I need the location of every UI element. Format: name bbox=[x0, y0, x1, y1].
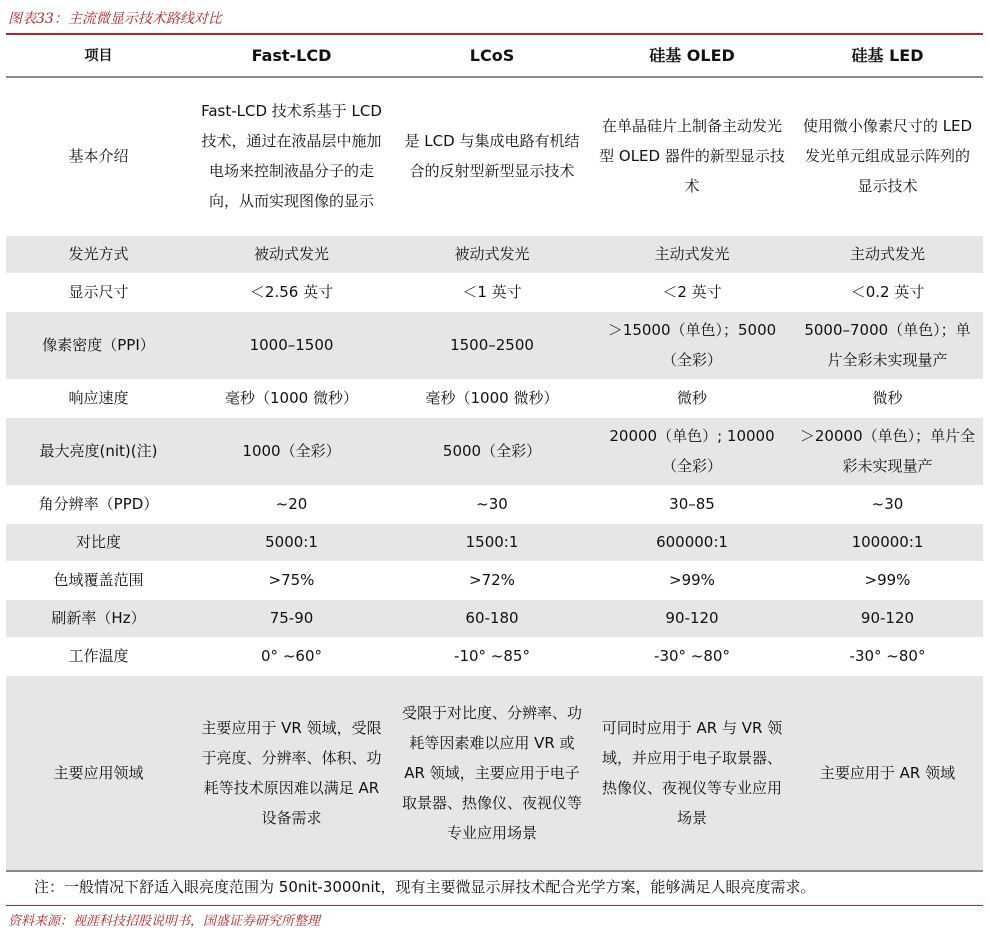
table-row bbox=[6, 417, 983, 485]
bottom-divider bbox=[6, 905, 983, 906]
table-cell: 1000–1500 bbox=[191, 311, 392, 379]
row-label: 最大亮度(nit)(注) bbox=[6, 417, 191, 485]
table-row bbox=[6, 77, 983, 235]
table-row bbox=[6, 273, 983, 311]
row-label: 基本介绍 bbox=[6, 77, 191, 235]
table-cell: 1500–2500 bbox=[392, 311, 592, 379]
top-divider bbox=[6, 33, 983, 35]
row-label: 主要应用领域 bbox=[6, 675, 191, 871]
table-cell: 微秒 bbox=[792, 379, 983, 417]
table-cell: 受限于对比度、分辨率、功耗等因素难以应用 VR 或 AR 领域，主要应用于电子取景器、热像仪、夜视仪等专业应用场景 bbox=[392, 675, 592, 871]
table-cell: ＜2 英寸 bbox=[592, 273, 792, 311]
table-cell: 被动式发光 bbox=[392, 235, 592, 273]
table-cell: 在单晶硅片上制备主动发光型 OLED 器件的新型显示技术 bbox=[592, 77, 792, 235]
table-cell: -30° ~80° bbox=[592, 637, 792, 675]
table-cell: 主动式发光 bbox=[592, 235, 792, 273]
table-note: 注：一般情况下舒适入眼亮度范围为 50nit-3000nit，现有主要微显示屏技术配合光学方案，能够满足人眼亮度需求。 bbox=[34, 878, 816, 896]
table-cell: 主要应用于 VR 领域，受限于亮度、分辨率、体积、功耗等技术原因难以满足 AR 设备需求 bbox=[191, 675, 392, 871]
table-row bbox=[6, 379, 983, 417]
table-cell: 毫秒（1000 微秒） bbox=[392, 379, 592, 417]
table-cell: ＜0.2 英寸 bbox=[792, 273, 983, 311]
table-cell: ~20 bbox=[191, 485, 392, 523]
header-item: 项目 bbox=[6, 36, 191, 77]
row-label: 响应速度 bbox=[6, 379, 191, 417]
table-cell: >99% bbox=[792, 561, 983, 599]
table-cell: 100000:1 bbox=[792, 523, 983, 561]
table-cell: >99% bbox=[592, 561, 792, 599]
row-label: 刷新率（Hz） bbox=[6, 599, 191, 637]
row-label: 发光方式 bbox=[6, 235, 191, 273]
table-cell: 1500:1 bbox=[392, 523, 592, 561]
table-cell: 主要应用于 AR 领域 bbox=[792, 675, 983, 871]
table-cell: 5000（全彩） bbox=[392, 417, 592, 485]
table-cell: 90-120 bbox=[592, 599, 792, 637]
header-fast-lcd: Fast-LCD bbox=[191, 36, 392, 77]
header-si-led: 硅基 LED bbox=[792, 36, 983, 77]
table-cell: 使用微小像素尺寸的 LED 发光单元组成显示阵列的显示技术 bbox=[792, 77, 983, 235]
table-cell: 30–85 bbox=[592, 485, 792, 523]
table-header-row bbox=[6, 36, 983, 77]
source-line: 资料来源：视涯科技招股说明书，国盛证券研究所整理 bbox=[8, 914, 321, 929]
table-cell: -10° ~85° bbox=[392, 637, 592, 675]
row-label: 显示尺寸 bbox=[6, 273, 191, 311]
table-cell: ~30 bbox=[392, 485, 592, 523]
table-cell: 20000（单色）; 10000（全彩） bbox=[592, 417, 792, 485]
table-cell: 60-180 bbox=[392, 599, 592, 637]
table-row bbox=[6, 311, 983, 379]
row-label: 对比度 bbox=[6, 523, 191, 561]
figure-title: 图表33：主流微显示技术路线对比 bbox=[8, 11, 222, 27]
table-row bbox=[6, 561, 983, 599]
header-si-oled: 硅基 OLED bbox=[592, 36, 792, 77]
row-label: 色域覆盖范围 bbox=[6, 561, 191, 599]
table-cell: 5000:1 bbox=[191, 523, 392, 561]
table-cell: ＜1 英寸 bbox=[392, 273, 592, 311]
table-cell: 是 LCD 与集成电路有机结合的反射型新型显示技术 bbox=[392, 77, 592, 235]
table-cell: 5000–7000（单色）；单片全彩未实现量产 bbox=[792, 311, 983, 379]
table-cell: 毫秒（1000 微秒） bbox=[191, 379, 392, 417]
table-cell: >75% bbox=[191, 561, 392, 599]
table-cell: 600000:1 bbox=[592, 523, 792, 561]
table-row bbox=[6, 599, 983, 637]
table-cell: 0° ~60° bbox=[191, 637, 392, 675]
table-cell: >72% bbox=[392, 561, 592, 599]
table-cell: ＞15000（单色）；5000（全彩） bbox=[592, 311, 792, 379]
row-label: 工作温度 bbox=[6, 637, 191, 675]
table-cell: -30° ~80° bbox=[792, 637, 983, 675]
table-cell: 75-90 bbox=[191, 599, 392, 637]
table-row bbox=[6, 485, 983, 523]
table-row bbox=[6, 523, 983, 561]
table-cell: 主动式发光 bbox=[792, 235, 983, 273]
table-cell: 可同时应用于 AR 与 VR 领域，并应用于电子取景器、热像仪、夜视仪等专业应用场景 bbox=[592, 675, 792, 871]
table-cell: Fast-LCD 技术系基于 LCD 技术，通过在液晶层中施加电场来控制液晶分子的走向，从而实现图像的显示 bbox=[191, 77, 392, 235]
comparison-table bbox=[6, 36, 983, 872]
table-cell: 被动式发光 bbox=[191, 235, 392, 273]
table-cell: 90-120 bbox=[792, 599, 983, 637]
table-cell: ＞20000（单色）；单片全彩未实现量产 bbox=[792, 417, 983, 485]
row-label: 像素密度（PPI） bbox=[6, 311, 191, 379]
table-row bbox=[6, 637, 983, 675]
table-cell: ~30 bbox=[792, 485, 983, 523]
table-cell: 1000（全彩） bbox=[191, 417, 392, 485]
table-row bbox=[6, 675, 983, 871]
table-cell: ＜2.56 英寸 bbox=[191, 273, 392, 311]
row-label: 角分辨率（PPD） bbox=[6, 485, 191, 523]
table-row bbox=[6, 235, 983, 273]
table-cell: 微秒 bbox=[592, 379, 792, 417]
header-lcos: LCoS bbox=[392, 36, 592, 77]
